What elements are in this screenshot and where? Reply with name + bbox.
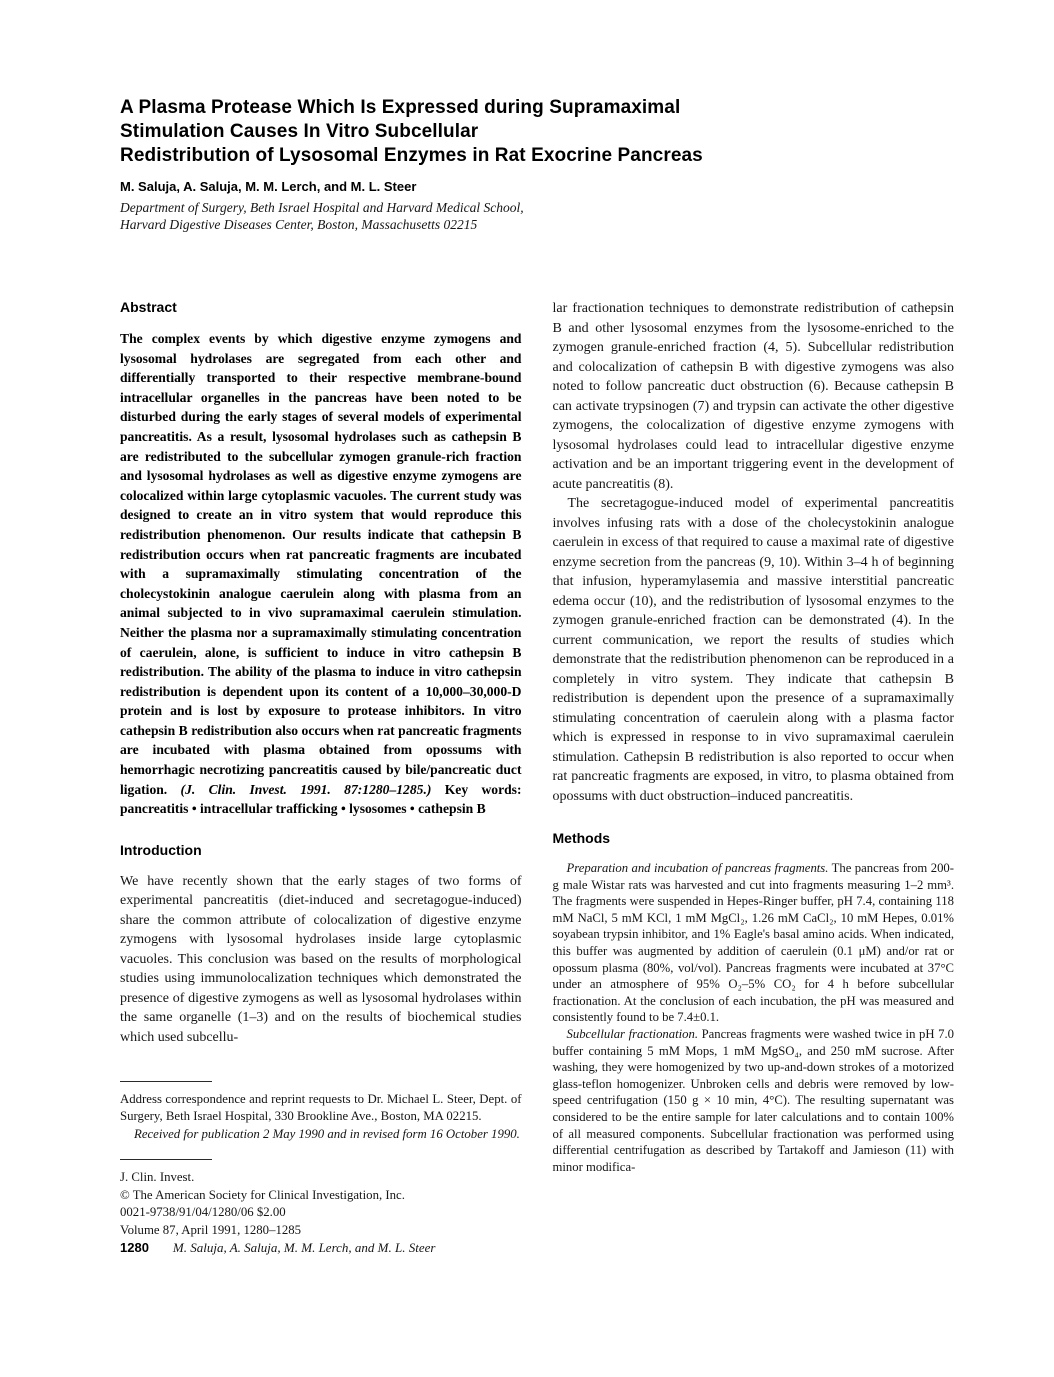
page-number: 1280 bbox=[120, 1240, 149, 1255]
left-column bbox=[120, 299, 522, 1239]
methods-p1-text: The pancreas from 200-g male Wistar rats was harvested and cut into fragments measuring 1–2 mm³. The fragments were suspended in Hepes-Ringer buffer, pH 7.4, containing 118 mM NaCl, 5 mM KCl, 1 mM MgCl₂, 1.26 mM CaCl₂, 10 mM Hepes, 0.01% soyabean trypsin inhibitor, and 1% Eagle's basal amino acids. When indicated, this buffer was augmented by addition of caerulein (0.1 μM) and/or rat or opossum plasma (80%, vol/vol). Pancreas fragments were incubated at 37°C under an atmosphere of 95% O₂–5% CO₂ for 4 h before subcellular fractionation. At the conclusion of each incubation, the pH was measured and consistently found to be 7.4±0.1. bbox=[552, 861, 954, 1025]
affiliation bbox=[120, 199, 954, 233]
running-footer bbox=[120, 1240, 435, 1256]
footnote-separator bbox=[120, 1081, 212, 1082]
methods-paragraph-1 bbox=[553, 860, 955, 1026]
right-column bbox=[553, 299, 955, 1239]
abstract-heading: Abstract bbox=[120, 299, 177, 315]
article-header bbox=[120, 96, 954, 233]
abstract-text-main: The complex events by which digestive enzyme zymogens and lysosomal hydrolases are segregated from each other and differentially transported to their respective membrane-bound intracellular organelles in the pancreas have been noted to be disturbed during the early stages of several models of experimental pancreatitis. As a result, lysosomal hydrolases such as cathepsin B are redistributed to the subcellular zymogen granule-rich fraction and lysosomal hydrolases as well as digestive enzyme zymogens are colocalized within large cytoplasmic vacuoles. The current study was designed to create an in vitro system that would reproduce this redistribution phenomenon. Our results indicate that cathepsin B redistribution occurs when rat pancreatic fragments are incubated with a supramaximally stimulating concentration of the cholecystokinin analogue caerulein along with plasma from an animal subjected to in vivo supramaximal caerulein stimulation. Neither the plasma nor a supramaximally stimulating concentration of caerulein, alone, is sufficient to induce in vitro cathepsin B redistribution. The ability of the plasma to induce in vitro cathepsin redistribution is dependent upon its content of a 10,000–30,000-D protein and is lost by exposure to protease inhibitors. In vitro cathepsin B redistribution also occurs when rat pancreatic fragments are incubated with plasma obtained from opossums with hemorrhagic necrotizing pancreatitis caused by bile/pancreatic duct ligation. bbox=[120, 331, 522, 797]
methods-p2-text: Pancreas fragments were washed twice in pH 7.0 buffer containing 5 mM Mops, 1 mM MgSO₄, and 250 mM sucrose. After washing, they were homogenized by two up-and-down strokes of a motorized glass-teflon homogenizer. Unbroken cells and debris were removed by low-speed centrifugation (150 g × 10 min, 4°C). The resulting supernatant was considered to be the entire sample for later calculations and to contain 100% of all measured components. Subcellular fractionation was performed using differential centrifugation as described by Tartakoff and Jamieson (11) with minor modifica- bbox=[552, 1026, 954, 1174]
methods-p1-lead: Preparation and incubation of pancreas fragments. bbox=[566, 861, 829, 875]
journal-issn-price: 0021-9738/91/04/1280/06 $2.00 bbox=[120, 1205, 286, 1220]
abstract-keywords: Key words: pancreatitis • intracellular trafficking • lysosomes • cathepsin B bbox=[120, 781, 522, 817]
article-title-line-2: Stimulation Causes In Vitro Subcellular bbox=[120, 121, 479, 142]
article-title-line-3: Redistribution of Lysosomal Enzymes in Rat Exocrine Pancreas bbox=[120, 145, 703, 166]
body-paragraph-2: The secretagogue-induced model of experimental pancreatitis involves infusing rats with a dose of the cholecystokinin analogue caerulein in excess of that required to cause a maximal rate of digestive enzyme secretion from the pancreas (9, 10). Within 3–4 h of beginning that infusion, hyperamylasemia and massive interstitial pancreatic edema occur (10), and the redistribution of lysosomal enzymes to the zymogen granule-enriched fraction can be demonstrated (4). In the current communication, we report the results of studies which demonstrate that the redistribution phenomenon can be reproduced in a completely in vitro system. They indicate that cathepsin B redistribution is dependent upon the presence of a supramaximally stimulating concentration of caerulein along with a plasma factor which is expressed in response to in vivo supramaximal caerulein stimulation. Cathepsin B redistribution is also reported to occur when rat pancreatic fragments are exposed, in vitro, to plasma obtained from opossums with duct obstruction–induced pancreatitis. bbox=[552, 496, 954, 804]
journal-info-block bbox=[120, 1159, 522, 1239]
journal-volume: Volume 87, April 1991, 1280–1285 bbox=[120, 1222, 302, 1237]
two-column-body bbox=[120, 299, 954, 1239]
introduction-text: We have recently shown that the early stages of two forms of experimental pancreatitis (diet-induced and secretagogue-induced) share the common attribute of colocalization of digestive enzyme zymogens with lysosomal hydrolases inside large cytoplasmic vacuoles. This conclusion was based on the results of morphological studies using immunolocalization techniques which demonstrated the presence of digestive zymogens as well as lysosomal hydrolases within the same organelle (1–3) and on the results of biochemical studies which used subcellu- bbox=[120, 873, 522, 1045]
methods-p2-lead: Subcellular fractionation. bbox=[566, 1026, 699, 1041]
introduction-heading: Introduction bbox=[120, 841, 202, 858]
journal-copyright: © The American Society for Clinical Investigation, Inc. bbox=[120, 1187, 405, 1202]
footnote-block bbox=[120, 1081, 522, 1143]
abstract-text bbox=[120, 329, 522, 819]
article-title-line-1: A Plasma Protease Which Is Expressed during Supramaximal bbox=[120, 97, 681, 118]
body-paragraph-1: lar fractionation techniques to demonstrate redistribution of cathepsin B and other lysosomal enzymes from the lysosome-enriched to the zymogen granule-enriched fraction (4, 5). Subcellular redistribution and colocalization of cathepsin B with digestive zymogens was also noted to follow pancreatic duct obstruction (6). Because cathepsin B can activate trypsinogen (7) and trypsin can activate the other digestive zymogens, the colocalization of digestive enzyme zymogens with lysosomal hydrolases could lead to intracellular digestive enzyme activation and be an important triggering event in the development of acute pancreatitis (8). bbox=[552, 301, 954, 492]
affiliation-line-1: Department of Surgery, Beth Israel Hospital and Harvard Medical School, bbox=[120, 200, 524, 215]
journal-name: J. Clin. Invest. bbox=[120, 1170, 195, 1185]
correspondence-footnote: Address correspondence and reprint requests to Dr. Michael L. Steer, Dept. of Surgery, Beth Israel Hospital, 330 Brookline Ave., Boston, MA 02215. bbox=[120, 1092, 522, 1124]
methods-heading: Methods bbox=[552, 830, 611, 846]
abstract-citation: (J. Clin. Invest. 1991. 87:1280–1285.) bbox=[180, 781, 432, 797]
running-title: M. Saluja, A. Saluja, M. M. Lerch, and M. L. Steer bbox=[172, 1240, 436, 1255]
journal-separator bbox=[120, 1159, 212, 1160]
methods-paragraph-2 bbox=[553, 1026, 955, 1175]
received-footnote: Received for publication 2 May 1990 and in revised form 16 October 1990. bbox=[134, 1127, 520, 1142]
author-list: M. Saluja, A. Saluja, M. M. Lerch, and M. L. Steer bbox=[120, 179, 417, 194]
affiliation-line-2: Harvard Digestive Diseases Center, Boston, Massachusetts 02215 bbox=[120, 217, 478, 232]
article-title bbox=[120, 96, 954, 168]
journal-info bbox=[120, 1169, 522, 1239]
